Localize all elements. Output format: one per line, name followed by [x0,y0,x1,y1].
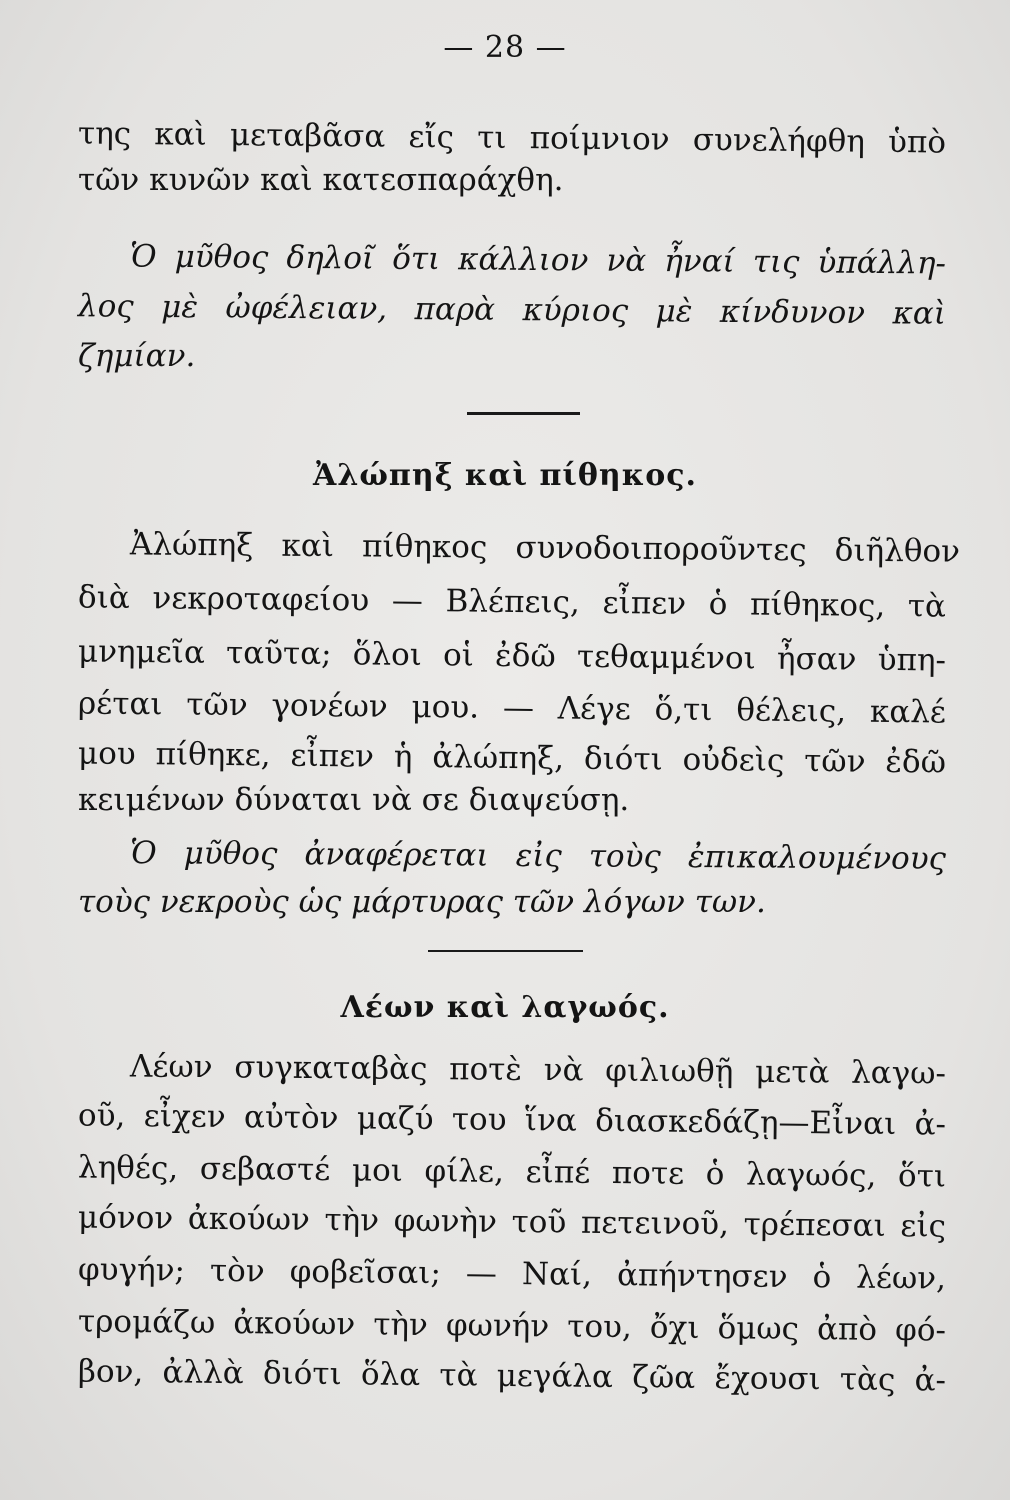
text-line: βον, ἀλλὰ διότι ὅλα τὰ μεγάλα ζῶα ἔχουσι τὰς ἀ- [77,1353,947,1399]
moral-line: λος μὲ ὠφέλειαν, παρὰ κύριος μὲ κίνδυνον καὶ [77,288,947,332]
fable-title: Λέων καὶ λαγωός. [340,990,670,1025]
moral-line: Ὁ μῦθος δηλοῖ ὅτι κάλλιον νὰ ἦναί τις ὑπάλλη- [129,238,947,282]
text-line: μνημεῖα ταῦτα; ὅλοι οἱ ἐδῶ τεθαμμένοι ἦσαν ὑπη- [77,633,947,679]
text-line: μου πίθηκε, εἶπεν ἡ ἀλώπηξ, διότι οὐδεὶς τῶν ἐδῶ [77,735,947,781]
text-line: Ἀλώπηξ καὶ πίθηκος συνοδοιποροῦντες διῆλθον [129,526,961,570]
text-line: μόνον ἀκούων τὴν φωνὴν τοῦ πετεινοῦ, τρέπεσαι εἰς [77,1199,947,1245]
text-line: οῦ, εἶχεν αὐτὸν μαζύ του ἵνα διασκεδάζῃ—Εἶναι ἀ- [77,1097,947,1143]
text-line: τῶν κυνῶν καὶ κατεσπαράχθη. [78,162,564,198]
text-line: Λέων συγκαταβὰς ποτὲ νὰ φιλιωθῇ μετὰ λαγω- [129,1048,947,1092]
text-line: κειμένων δύναται νὰ σε διαψεύσῃ. [78,782,630,818]
moral-line: ζημίαν. [78,338,196,374]
page-number: — 28 — [443,30,567,65]
fable-title: Ἀλώπηξ καὶ πίθηκος. [313,458,697,493]
text-line: τρομάζω ἀκούων τὴν φωνήν του, ὄχι ὅμως ἀπὸ φό- [77,1303,947,1349]
text-line: φυγήν; τὸν φοβεῖσαι; — Ναί, ἀπήντησεν ὁ λέων, [77,1251,947,1297]
section-divider [467,412,580,415]
text-line: διὰ νεκροταφείου — Βλέπεις, εἶπεν ὁ πίθηκος, τὰ [77,579,947,625]
section-divider [428,950,583,952]
text-line: της καὶ μεταβᾶσα εἴς τι ποίμνιον συνελήφθη ὑπὸ [77,115,947,161]
moral-line: Ὁ μῦθος ἀναφέρεται εἰς τοὺς ἐπικαλουμένους [129,835,947,877]
moral-line: τοὺς νεκροὺς ὡς μάρτυρας τῶν λόγων των. [78,884,766,920]
text-line: ρέται τῶν γονέων μου. — Λέγε ὅ,τι θέλεις, καλέ [77,685,947,731]
text-line: ληθές, σεβαστέ μοι φίλε, εἶπέ ποτε ὁ λαγωός, ὅτι [77,1149,947,1195]
